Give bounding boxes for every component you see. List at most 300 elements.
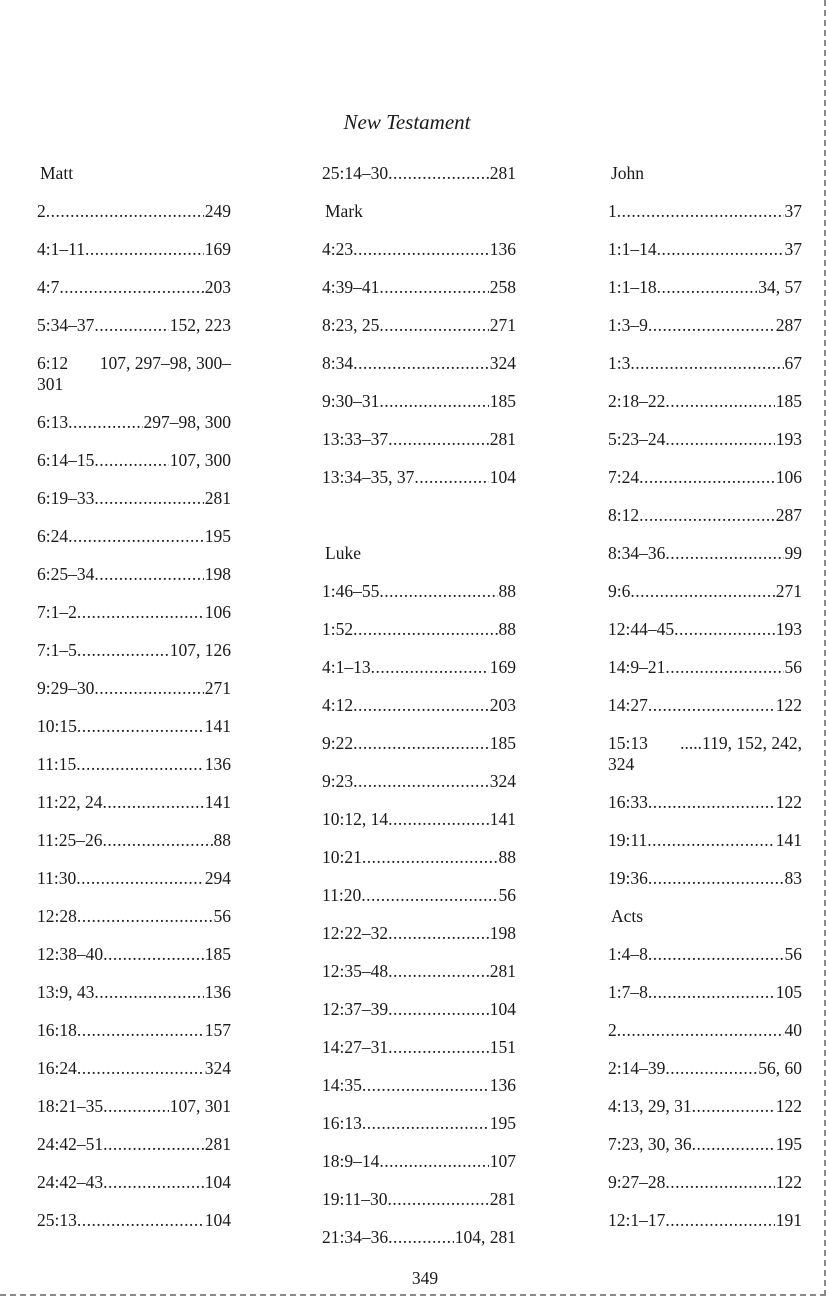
index-entry (322, 1185, 516, 1223)
leader-dots (362, 1113, 489, 1134)
matt-entries (37, 197, 231, 1244)
column-3 (608, 159, 802, 1244)
leader-dots (657, 277, 758, 298)
index-entry (608, 864, 802, 902)
index-entry (322, 349, 516, 387)
leader-dots (414, 467, 488, 488)
index-entry (608, 311, 802, 349)
index-entry (608, 653, 802, 691)
index-entry (322, 767, 516, 805)
leader-dots (353, 619, 497, 640)
index-entry (37, 750, 231, 788)
entry-ref: 11:25–26 (37, 830, 103, 850)
entry-ref: 15:13 (608, 733, 648, 753)
entry-pages: 198 (204, 564, 231, 584)
index-entry (608, 349, 802, 387)
entry-pages: 88 (213, 830, 231, 850)
entry-ref: 9:22 (322, 733, 354, 753)
entry-pages: 185 (489, 391, 516, 411)
leader-dots (674, 619, 775, 640)
entry-pages: 281 (489, 429, 516, 449)
entry-pages: 56, 60 (758, 1058, 802, 1078)
entry-pages: 152, 223 (169, 315, 231, 335)
leader-dots (665, 543, 783, 564)
entry-pages: 107, 297–98, 300– (99, 353, 231, 373)
entry-ref: 2:14–39 (608, 1058, 666, 1078)
luke-entries (322, 577, 516, 1261)
book-heading-acts: Acts (611, 906, 644, 926)
leader-dots (102, 792, 203, 813)
index-entry (37, 864, 231, 902)
entry-ref: 9:23 (322, 771, 354, 791)
index-entry (37, 1168, 231, 1206)
entry-ref: 1:46–55 (322, 581, 380, 601)
entry-pages: 141 (489, 809, 516, 829)
entry-pages: 83 (784, 868, 802, 888)
index-entry (37, 978, 231, 1016)
index-entry (608, 691, 802, 729)
index-entry (37, 197, 231, 235)
entry-ref: 19:11–30 (322, 1189, 388, 1209)
entry-ref: 16:24 (37, 1058, 77, 1078)
entry-ref: 5:34–37 (37, 315, 95, 335)
entry-ref: 10:21 (322, 847, 362, 867)
entry-pages: 136 (204, 982, 231, 1002)
index-entry (608, 577, 802, 615)
leader-dots (94, 564, 203, 585)
entry-ref: 24:42–43 (37, 1172, 104, 1192)
entry-ref: 4:13, 29, 31 (608, 1096, 692, 1116)
entry-pages: 107 (489, 1151, 516, 1171)
index-entry (608, 235, 802, 273)
entry-pages: 141 (204, 792, 231, 812)
entry-ref: 6:12 (37, 353, 69, 373)
entry-line (608, 733, 802, 754)
index-entry (322, 463, 516, 501)
entry-pages: 185 (489, 733, 516, 753)
entry-pages: 56 (498, 885, 516, 905)
entry-ref: 9:29–30 (37, 678, 95, 698)
entry-ref: 1:4–8 (608, 944, 648, 964)
leader-dots (379, 581, 497, 602)
index-entry (37, 788, 231, 826)
entry-ref: 6:25–34 (37, 564, 95, 584)
entry-ref: 12:1–17 (608, 1210, 666, 1230)
entry-pages: 195 (489, 1113, 516, 1133)
entry-pages: 104 (489, 999, 516, 1019)
entry-pages: 88 (498, 847, 516, 867)
index-entry (322, 311, 516, 349)
entry-pages: 141 (204, 716, 231, 736)
leader-dots (665, 657, 783, 678)
index-entry (37, 484, 231, 522)
entry-pages: 195 (775, 1134, 802, 1154)
index-entry (322, 387, 516, 425)
entry-ref: 12:22–32 (322, 923, 389, 943)
entry-ref: 1:3 (608, 353, 631, 373)
leader-dots (102, 830, 212, 851)
entry-ref: 4:39–41 (322, 277, 380, 297)
index-entry (322, 159, 516, 197)
entry-line (37, 353, 231, 374)
entry-pages: 122 (775, 1172, 802, 1192)
entry-ref: 9:30–31 (322, 391, 380, 411)
leader-dots (59, 277, 203, 298)
index-entry (608, 729, 802, 788)
entry-ref: 11:30 (37, 868, 77, 888)
entry-pages: 294 (204, 868, 231, 888)
leader-dots (371, 657, 489, 678)
index-entry (37, 1206, 231, 1244)
entry-ref: 25:13 (37, 1210, 77, 1230)
entry-ref: 16:33 (608, 792, 648, 812)
entry-pages: 287 (775, 315, 802, 335)
index-entry (608, 1092, 802, 1130)
index-entry (322, 919, 516, 957)
index-entry (37, 408, 231, 446)
index-entry (608, 788, 802, 826)
entry-ref: 6:19–33 (37, 488, 95, 508)
entry-pages: 191 (775, 1210, 802, 1230)
entry-pages: 136 (489, 239, 516, 259)
entry-ref: 14:9–21 (608, 657, 666, 677)
index-entry (322, 729, 516, 767)
leader-dots (639, 467, 775, 488)
leader-dots (77, 640, 169, 661)
gap (322, 501, 516, 539)
entry-pages: 193 (775, 429, 802, 449)
index-entry (322, 995, 516, 1033)
entry-pages: 88 (498, 619, 516, 639)
leader-dots (388, 1227, 454, 1248)
index-entry (322, 805, 516, 843)
acts-entries (608, 940, 802, 1244)
entry-pages: 141 (775, 830, 802, 850)
entry-ref: 1:3–9 (608, 315, 648, 335)
entry-ref: 1:1–14 (608, 239, 657, 259)
leader-dots (648, 982, 775, 1003)
entry-pages: 297–98, 300 (143, 412, 231, 432)
entry-ref: 5:23–24 (608, 429, 666, 449)
leader-dots (361, 885, 497, 906)
leader-dots (103, 944, 204, 965)
entry-pages: 104 (204, 1172, 231, 1192)
leader-dots (362, 847, 498, 868)
entry-pages: 105 (775, 982, 802, 1002)
entry-pages: 287 (775, 505, 802, 525)
index-entry (608, 539, 802, 577)
index-entry (322, 957, 516, 995)
entry-ref: 4:12 (322, 695, 354, 715)
entry-pages: 281 (489, 961, 516, 981)
index-entry (608, 940, 802, 978)
leader-dots (94, 678, 203, 699)
leader-dots (648, 868, 784, 889)
entry-pages: 324 (204, 1058, 231, 1078)
entry-pages: 281 (489, 1189, 516, 1209)
entry-ref: 18:9–14 (322, 1151, 380, 1171)
entry-pages: 107, 126 (169, 640, 231, 660)
leader-dots (77, 1020, 204, 1041)
leader-dots (353, 733, 489, 754)
leader-dots (94, 315, 168, 336)
mark-entries (322, 235, 516, 501)
entry-ref: 25:14–30 (322, 163, 389, 183)
entry-ref: 10:12, 14 (322, 809, 389, 829)
index-entry (608, 615, 802, 653)
leader-dots (94, 982, 203, 1003)
index-entry (608, 826, 802, 864)
leader-dots (76, 754, 204, 775)
index-entry (37, 826, 231, 864)
leader-dots (76, 868, 204, 889)
index-entry (37, 235, 231, 273)
leader-dots (68, 412, 142, 433)
index-entry (37, 1092, 231, 1130)
leader-dots (388, 999, 489, 1020)
index-entry (322, 1109, 516, 1147)
leader-dots (388, 429, 489, 450)
entry-pages: 198 (489, 923, 516, 943)
index-entry (37, 1054, 231, 1092)
index-entry (608, 1206, 802, 1244)
index-entry (322, 1033, 516, 1071)
entry-ref: 9:27–28 (608, 1172, 666, 1192)
entry-ref: 11:15 (37, 754, 77, 774)
leader-dots (85, 239, 204, 260)
index-entry (322, 1071, 516, 1109)
index-entry (37, 1130, 231, 1168)
entry-ref: 16:18 (37, 1020, 77, 1040)
leader-dots (617, 1020, 784, 1041)
entry-ref: 4:1–13 (322, 657, 371, 677)
entry-pages: 157 (204, 1020, 231, 1040)
leader-dots (353, 353, 489, 374)
entry-pages: 203 (204, 277, 231, 297)
entry-pages: 37 (784, 239, 802, 259)
entry-pages: 185 (204, 944, 231, 964)
index-entry (322, 425, 516, 463)
entry-pages: 281 (204, 1134, 231, 1154)
leader-dots (353, 239, 489, 260)
index-entry (37, 446, 231, 484)
entry-pages: 40 (784, 1020, 802, 1040)
leader-dots (648, 315, 775, 336)
entry-ref: 11:20 (322, 885, 362, 905)
leader-dots (388, 163, 489, 184)
entry-pages: 193 (775, 619, 802, 639)
entry-pages: 104, 281 (454, 1227, 516, 1247)
leader-dots (94, 450, 168, 471)
entry-pages: 106 (204, 602, 231, 622)
entry-continuation: 301 (37, 374, 64, 394)
leader-dots (362, 1075, 489, 1096)
leader-dots (77, 1210, 204, 1231)
entry-ref: 11:22, 24 (37, 792, 103, 812)
index-entry (322, 273, 516, 311)
entry-ref: 1:7–8 (608, 982, 648, 1002)
leader-dots (692, 1096, 775, 1117)
entry-ref: 14:27–31 (322, 1037, 389, 1057)
leader-dots (77, 906, 213, 927)
leader-dots (379, 315, 488, 336)
index-entry (37, 311, 231, 349)
entry-ref: 12:37–39 (322, 999, 389, 1019)
entry-ref: 6:24 (37, 526, 69, 546)
entry-ref: 9:6 (608, 581, 631, 601)
entry-ref: 1 (608, 201, 617, 221)
entry-pages: 169 (204, 239, 231, 259)
index-entry (608, 197, 802, 235)
leader-dots (103, 1172, 204, 1193)
leader-dots (388, 923, 489, 944)
index-entry (322, 653, 516, 691)
section-title: New Testament (343, 110, 471, 134)
leader-dots (665, 429, 774, 450)
leader-dots (388, 809, 489, 830)
book-heading-luke: Luke (325, 543, 361, 563)
leader-dots (665, 391, 774, 412)
entry-continuation: 324 (608, 754, 635, 774)
leader-dots (648, 944, 784, 965)
entry-pages: 56 (784, 944, 802, 964)
leader-dots (77, 602, 204, 623)
entry-pages: 99 (784, 543, 802, 563)
entry-ref: 14:35 (322, 1075, 362, 1095)
entry-pages: 104 (204, 1210, 231, 1230)
entry-pages: 106 (775, 467, 802, 487)
entry-ref: 19:36 (608, 868, 648, 888)
entry-ref: 8:34–36 (608, 543, 666, 563)
entry-ref: 13:33–37 (322, 429, 389, 449)
entry-pages: 324 (489, 771, 516, 791)
entry-pages: 122 (775, 1096, 802, 1116)
leader-dots (388, 1037, 489, 1058)
entry-ref: 8:34 (322, 353, 354, 373)
entry-ref: 10:15 (37, 716, 77, 736)
index-entry (37, 598, 231, 636)
leader-dots (46, 201, 204, 222)
index-entry (37, 349, 231, 408)
entry-ref: 14:27 (608, 695, 648, 715)
john-entries (608, 197, 802, 902)
entry-pages: 203 (489, 695, 516, 715)
leader-dots (103, 1096, 169, 1117)
entry-pages: 281 (489, 163, 516, 183)
entry-pages: 88 (498, 581, 516, 601)
index-entry (37, 902, 231, 940)
entry-ref: 2 (608, 1020, 617, 1040)
entry-ref: 7:24 (608, 467, 640, 487)
leader-dots (639, 505, 775, 526)
leader-dots (77, 716, 204, 737)
index-entry (608, 425, 802, 463)
entry-ref: 8:12 (608, 505, 640, 525)
index-entry (322, 1147, 516, 1185)
page-number: 349 (411, 1268, 439, 1288)
entry-ref: 12:44–45 (608, 619, 675, 639)
entry-pages: 107, 300 (169, 450, 231, 470)
entry-pages: 56 (784, 657, 802, 677)
index-entry (322, 1223, 516, 1261)
entry-ref: 12:28 (37, 906, 77, 926)
entry-pages: 67 (784, 353, 802, 373)
entry-pages: 136 (204, 754, 231, 774)
entry-ref: 2 (37, 201, 46, 221)
index-entry (608, 463, 802, 501)
index-entry (37, 636, 231, 674)
leader-dots (388, 961, 489, 982)
leader-dots (94, 488, 203, 509)
entry-pages: 122 (775, 792, 802, 812)
entry-ref: 4:7 (37, 277, 60, 297)
leader-dots (387, 1189, 488, 1210)
entry-pages: 56 (213, 906, 231, 926)
index-entry (322, 843, 516, 881)
leader-dots (353, 771, 489, 792)
index-entry (322, 615, 516, 653)
index-entry (608, 1130, 802, 1168)
leader-dots (379, 277, 488, 298)
leader-dots (379, 1151, 488, 1172)
leader-dots (617, 201, 784, 222)
index-entry (608, 501, 802, 539)
index-entry (608, 387, 802, 425)
entry-pages: 195 (204, 526, 231, 546)
column-1 (37, 159, 231, 1244)
entry-pages: 37 (784, 201, 802, 221)
entry-ref: 21:34–36 (322, 1227, 389, 1247)
entry-ref: 4:23 (322, 239, 354, 259)
entry-ref: 13:9, 43 (37, 982, 95, 1002)
entry-pages: 104 (489, 467, 516, 487)
index-entry (608, 978, 802, 1016)
entry-ref: 2:18–22 (608, 391, 666, 411)
leader-dots (630, 353, 783, 374)
entry-ref: 4:1–11 (37, 239, 85, 259)
index-entry (608, 1054, 802, 1092)
entry-pages: 185 (775, 391, 802, 411)
entry-ref: 7:1–5 (37, 640, 77, 660)
entry-pages: 258 (489, 277, 516, 297)
entry-pages: 136 (489, 1075, 516, 1095)
index-entry (608, 1168, 802, 1206)
leader-dots (648, 695, 775, 716)
index-entry (608, 1016, 802, 1054)
index-entry (37, 273, 231, 311)
column-2 (322, 159, 516, 1261)
leader-dots (648, 792, 775, 813)
entry-ref: 7:1–2 (37, 602, 77, 622)
leader-dots (353, 695, 489, 716)
entry-pages: 34, 57 (758, 277, 802, 297)
entry-ref: 1:1–18 (608, 277, 657, 297)
entry-ref: 6:13 (37, 412, 69, 432)
entry-pages: 271 (204, 678, 231, 698)
entry-ref: 18:21–35 (37, 1096, 104, 1116)
entry-ref: 8:23, 25 (322, 315, 380, 335)
index-entry (37, 674, 231, 712)
leader-dots (665, 1172, 774, 1193)
leader-dots (68, 526, 204, 547)
entry-pages: 271 (775, 581, 802, 601)
entry-ref: 12:38–40 (37, 944, 104, 964)
leader-dots (103, 1134, 204, 1155)
leader-dots (665, 1210, 774, 1231)
entry-ref: 13:34–35, 37 (322, 467, 415, 487)
leader-dots (657, 239, 784, 260)
leader-dots (665, 1058, 757, 1079)
